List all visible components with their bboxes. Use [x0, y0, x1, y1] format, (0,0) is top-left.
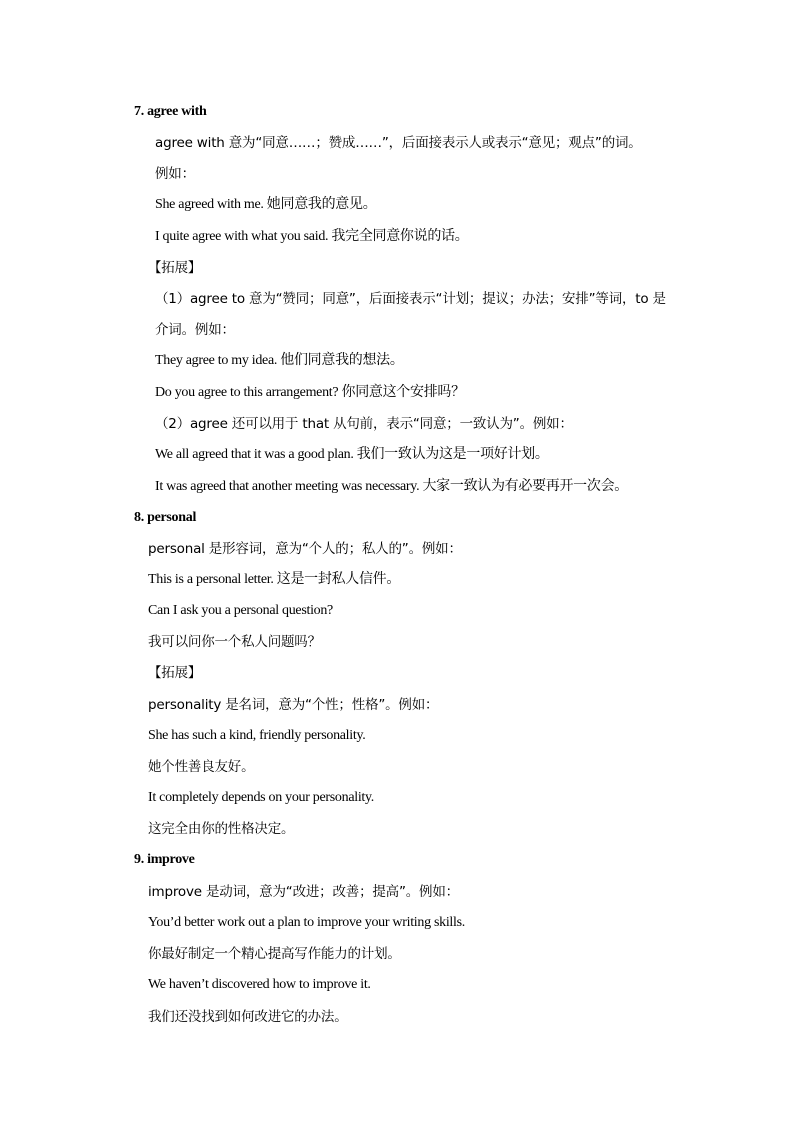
extension-label: 【拓展】 [148, 260, 202, 276]
example-label: 例如： [155, 166, 195, 182]
example-translation: 我可以问你一个私人问题吗？ [148, 634, 321, 650]
extension-point-1-continued: 介词。例如： [155, 322, 235, 338]
section-heading-personal: 8. personal [134, 510, 197, 525]
definition-line: agree with 意为“同意……；赞成……”，后面接表示人或表示“意见；观点”的词。 [155, 135, 642, 151]
example-translation: 她个性善良友好。 [148, 759, 255, 775]
example-sentence: It completely depends on your personality. [148, 790, 374, 805]
example-sentence: Can I ask you a personal question? [148, 603, 333, 618]
example-sentence: She agreed with me. 她同意我的意见。 [155, 197, 377, 212]
definition-line: improve 是动词，意为“改进；改善；提高”。例如： [148, 884, 459, 900]
extension-point-2: （2）agree 还可以用于 that 从句前，表示“同意；一致认为”。例如： [155, 416, 573, 432]
example-translation: 这完全由你的性格决定。 [148, 821, 295, 837]
example-sentence: We haven’t discovered how to improve it. [148, 977, 371, 992]
example-translation: 你最好制定一个精心提高写作能力的计划。 [148, 946, 401, 962]
example-sentence: It was agreed that another meeting was necessary. 大家一致认为有必要再开一次会。 [155, 479, 628, 494]
example-sentence: Do you agree to this arrangement? 你同意这个安排吗？ [155, 385, 465, 400]
section-heading-improve: 9. improve [134, 852, 195, 867]
example-sentence: You’d better work out a plan to improve your writing skills. [148, 915, 465, 930]
example-sentence: I quite agree with what you said. 我完全同意你说的话。 [155, 229, 469, 244]
example-sentence: We all agreed that it was a good plan. 我们一致认为这是一项好计划。 [155, 447, 549, 462]
example-sentence: She has such a kind, friendly personality. [148, 728, 366, 743]
section-heading-agree-with: 7. agree with [134, 104, 207, 119]
example-sentence: This is a personal letter. 这是一封私人信件。 [148, 572, 401, 587]
definition-line: personal 是形容词，意为“个人的；私人的”。例如： [148, 541, 462, 557]
example-translation: 我们还没找到如何改进它的办法。 [148, 1009, 348, 1025]
extension-label: 【拓展】 [148, 665, 202, 681]
extension-definition: personality 是名词，意为“个性；性格”。例如： [148, 697, 439, 713]
extension-point-1: （1）agree to 意为“赞同；同意”，后面接表示“计划；提议；办法；安排”等词，to 是 [155, 291, 666, 307]
example-sentence: They agree to my idea. 他们同意我的想法。 [155, 353, 404, 368]
